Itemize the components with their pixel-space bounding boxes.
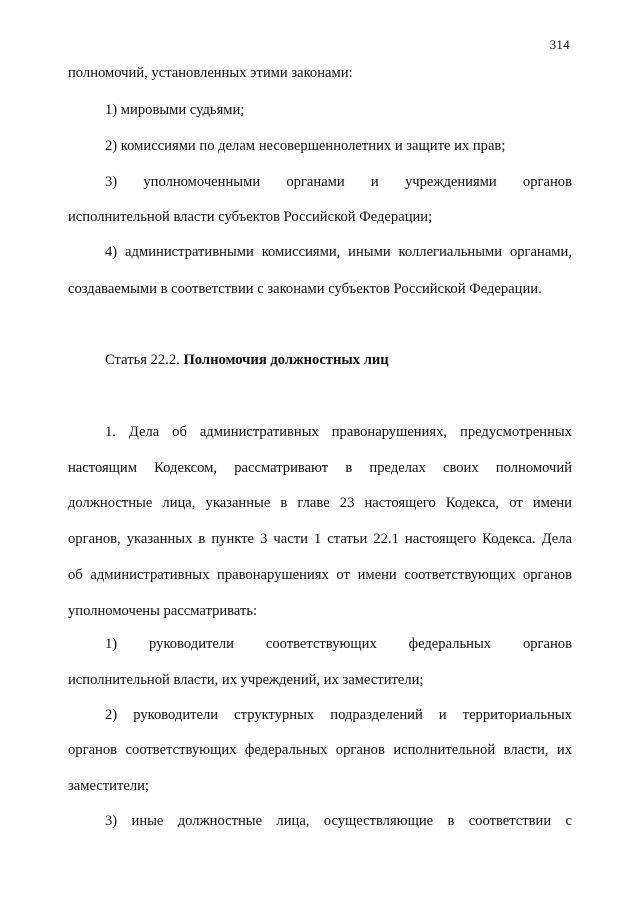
list-item: 1) руководители соответствующих федеральных органов	[105, 636, 572, 652]
text-line: органов соответствующих федеральных органов исполнительной власти, их	[68, 742, 572, 758]
list-item: 3) уполномоченными органами и учреждениями органов	[105, 174, 572, 190]
text-line: исполнительной власти субъектов Российской Федерации;	[68, 209, 433, 225]
list-item: 2) руководители структурных подразделений и территориальных	[105, 707, 572, 723]
list-item: 4) административными комиссиями, иными коллегиальными органами,	[105, 244, 572, 260]
article-heading	[105, 351, 572, 369]
paragraph-line: уполномочены рассматривать:	[68, 603, 258, 619]
article-title: Полномочия должностных лиц	[183, 352, 389, 368]
paragraph-line: должностные лица, указанные в главе 23 настоящего Кодекса, от имени	[68, 495, 572, 511]
text-line: полномочий, установленных этими законами:	[68, 65, 353, 81]
text-line: исполнительной власти, их учреждений, их заместители;	[68, 672, 424, 688]
page-number: 314	[549, 37, 570, 52]
list-item: 2) комиссиями по делам несовершеннолетних и защите их прав;	[105, 138, 506, 154]
list-item: 1) мировыми судьями;	[105, 102, 245, 118]
paragraph-line: об административных правонарушениях от имени соответствующих органов	[68, 567, 572, 583]
list-item: 3) иные должностные лица, осуществляющие в соответствии с	[105, 813, 572, 829]
paragraph-line: настоящим Кодексом, рассматривают в пределах своих полномочий	[68, 460, 572, 476]
paragraph-line: 1. Дела об административных правонарушениях, предусмотренных	[105, 424, 572, 440]
paragraph-line: органов, указанных в пункте 3 части 1 статьи 22.1 настоящего Кодекса. Дела	[68, 531, 572, 547]
text-line: создаваемыми в соответствии с законами субъектов Российской Федерации.	[68, 281, 542, 297]
text-line: заместители;	[68, 778, 149, 794]
article-number: Статья 22.2.	[105, 352, 184, 368]
